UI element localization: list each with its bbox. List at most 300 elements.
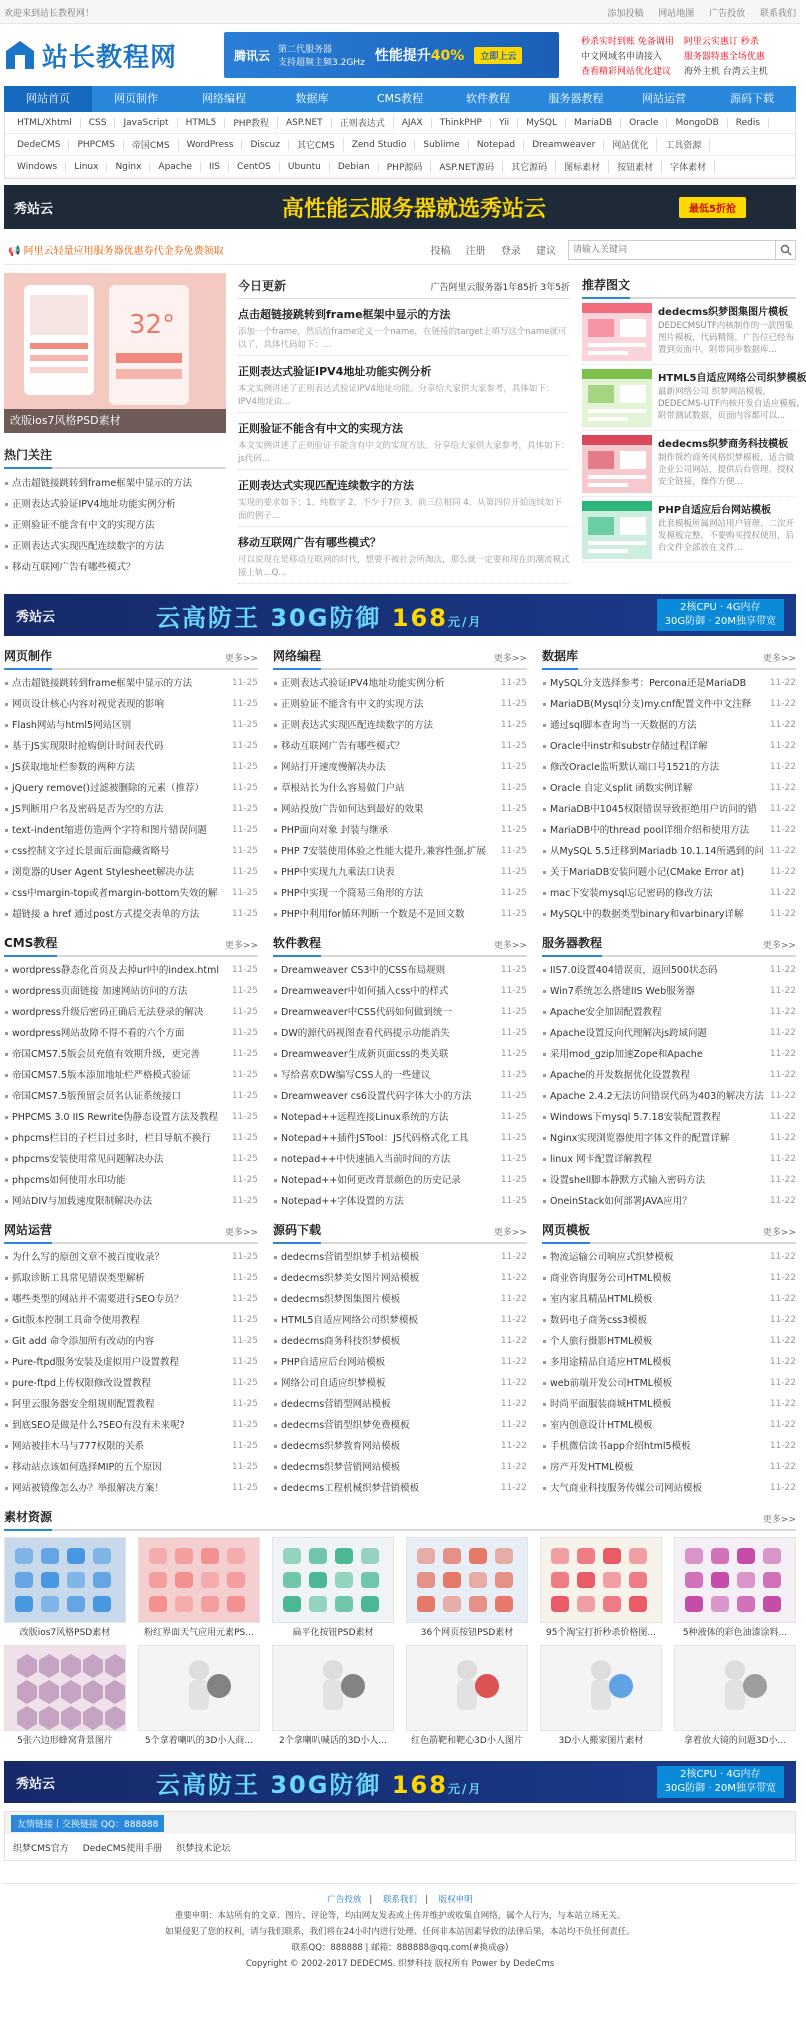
list-item-title[interactable]: Nginx实现浏览器使用字体文件的配置详解 [542,1128,729,1149]
list-item-title[interactable]: 房产开发HTML模板 [542,1457,633,1478]
pic-item[interactable] [406,1645,528,1751]
tag-link[interactable]: Apache [150,162,201,172]
list-item-title[interactable]: MariaDB(Mysql分支)my.cnf配置文件中文注释 [542,694,751,715]
tag-link[interactable]: CSS [81,118,116,128]
pic-caption[interactable]: 5种液体的彩色油漆涂料... [682,1628,788,1638]
list-item-title[interactable]: wordpress页面链接 加速网站访问的方法 [4,981,187,1002]
list-item[interactable] [4,673,258,694]
list-item-title[interactable]: dedecms织梦教育网站模板 [273,1436,400,1457]
list-item-title[interactable]: Dreamweaver中如何插入css中的样式 [273,981,448,1002]
list-item[interactable] [4,960,258,981]
list-item[interactable] [4,778,258,799]
tag-link[interactable]: CentOS [229,162,280,172]
list-item[interactable] [542,883,796,904]
list-item[interactable] [4,473,226,494]
list-item[interactable] [4,1373,258,1394]
list-item[interactable] [542,1373,796,1394]
list-item[interactable] [4,1170,258,1191]
xiuzhanyun-banner[interactable] [4,185,796,229]
pic-thumb[interactable] [272,1645,394,1731]
pic-caption[interactable]: 改版ios7风格PSD素材 [19,1628,111,1638]
news-title[interactable]: 正则验证不能含有中文的实现方法 [238,422,403,435]
list-item[interactable] [4,1310,258,1331]
list-item-title[interactable]: 关于MariaDB安装问题小记(CMake Error at) [542,862,744,883]
tag-link[interactable]: JavaScript [115,118,177,128]
pic-thumb[interactable] [540,1645,662,1731]
list-item[interactable] [542,694,796,715]
list-item[interactable] [273,1247,527,1268]
recommend-title[interactable]: PHP自适应后台网站模板 [658,505,772,516]
top-ad-link[interactable]: 海外主机 台湾云主机 [683,66,768,77]
list-item-title[interactable]: 设置shell脚本静默方式输入密码方法 [542,1170,705,1191]
nav-item-5[interactable]: 软件教程 [466,92,510,105]
top-ad-link[interactable]: 中文网域名申请接入 [581,51,663,62]
list-item-title[interactable]: Oracle中instr和substr存储过程详解 [542,736,708,757]
list-item-title[interactable]: 网页设计核心内容对视觉表现的影响 [4,694,164,715]
list-item-title[interactable]: dedecms织梦美女图片网站模板 [273,1268,419,1289]
list-item[interactable] [542,1478,796,1499]
news-title[interactable]: 移动互联网广告有哪些模式？ [238,536,381,549]
list-item[interactable] [542,1065,796,1086]
section-more-link[interactable]: 更多>> [493,1228,527,1238]
tag-link[interactable]: 工具资源 [657,138,710,151]
list-item[interactable] [4,1457,258,1478]
nav-item-8[interactable]: 源码下载 [730,92,774,105]
list-item-title[interactable]: 数码电子商务css3模板 [542,1310,647,1331]
tag-link[interactable]: ASP.NET源码 [431,160,503,173]
nav-item-0[interactable]: 网站首页 [4,86,92,112]
footer-link-copyright[interactable]: 版权申明 [438,1895,473,1905]
tag-link[interactable]: HTML/Xhtml [9,118,81,128]
list-item[interactable] [4,515,226,536]
list-item[interactable] [273,1478,527,1499]
list-item[interactable] [542,1023,796,1044]
list-item-title[interactable]: Dreamweaver cs6设置代码字体大小的方法 [273,1086,471,1107]
list-item-title[interactable]: dedecms营销型网站模板 [273,1394,391,1415]
tag-link[interactable]: 网站优化 [604,138,657,151]
list-item-title[interactable]: 移动互联网广告有哪些模式？ [273,736,405,757]
list-item[interactable] [4,1086,258,1107]
list-item[interactable] [542,960,796,981]
top-link-sitemap[interactable]: 网站地图 [658,8,695,19]
search-input[interactable] [568,240,776,260]
list-item-title[interactable]: 移动互联网广告有哪些模式？ [4,557,136,578]
friend-link[interactable]: DedeCMS使用手册 [82,1843,163,1854]
search-icon[interactable] [776,240,796,260]
list-item[interactable] [542,1352,796,1373]
news-title[interactable]: 点击超链接跳转到frame框架中显示的方法 [238,308,451,321]
friend-link[interactable]: 织梦CMS官方 [13,1843,69,1854]
list-item-title[interactable]: 网站DIV与加载速度限制解决办法 [4,1191,152,1212]
list-item-title[interactable]: Notepad++如何更改背景颜色的历史记录 [273,1170,461,1191]
list-item-title[interactable]: PHP中实现九九乘法口诀表 [273,862,395,883]
list-item-title[interactable]: Flash网站与html5网站区别 [4,715,131,736]
list-item[interactable] [4,1352,258,1373]
recommend-title[interactable]: dedecms织梦图集图片模板 [658,307,789,318]
list-item-title[interactable]: HTML5自适应网络公司织梦模板 [273,1310,418,1331]
list-item-title[interactable]: Pure-ftpd服务安装及虚拟用户设置教程 [4,1352,179,1373]
list-item-title[interactable]: dedecms织梦图集图片模板 [273,1289,400,1310]
list-item[interactable] [273,1415,527,1436]
list-item[interactable] [542,736,796,757]
list-item[interactable] [273,778,527,799]
top-ad-link[interactable]: 秒杀实时到账 免备调用 [581,36,674,47]
list-item[interactable] [542,904,796,925]
list-item[interactable] [542,1289,796,1310]
list-item[interactable] [4,1289,258,1310]
list-item[interactable] [542,715,796,736]
list-item[interactable] [542,778,796,799]
tag-link[interactable]: WordPress [179,140,243,150]
list-item-title[interactable]: 基于JS实现限时抢购倒计时间表代码 [4,736,163,757]
recommend-thumb[interactable] [582,435,652,493]
list-item[interactable] [273,715,527,736]
list-item[interactable] [4,799,258,820]
list-item[interactable] [273,736,527,757]
section-more-link[interactable]: 更多>> [224,941,258,951]
list-item-title[interactable]: 帝国CMS7.5版本添加地址栏严格模式验证 [4,1065,190,1086]
list-item[interactable] [273,1289,527,1310]
list-item-title[interactable]: 从MySQL 5.5迁移到Mariadb 10.1.14所遇到的问 [542,841,764,862]
list-item-title[interactable]: MariaDB中的thread pool详细介绍和使用方法 [542,820,749,841]
pic-thumb[interactable] [4,1645,126,1731]
list-item-title[interactable]: 为什么写的原创文章不被百度收录？ [4,1247,164,1268]
pic-thumb[interactable] [138,1645,260,1731]
list-item-title[interactable]: MariaDB中1045权限错误导致拒绝用户访问的错 [542,799,757,820]
list-item[interactable] [273,1170,527,1191]
list-item[interactable] [4,981,258,1002]
list-item[interactable] [4,862,258,883]
section-more-link[interactable]: 更多>> [762,1228,796,1238]
list-item-title[interactable]: MySQL分支选择参考：Percona还是MariaDB [542,673,746,694]
news-title[interactable]: 正则表达式验证IPV4地址功能实例分析 [238,365,432,378]
list-item[interactable] [542,1107,796,1128]
list-item[interactable] [273,1436,527,1457]
list-item[interactable] [273,757,527,778]
tag-link[interactable]: 帝国CMS [124,138,179,151]
tag-link[interactable]: 其它源码 [503,160,556,173]
tag-link[interactable]: Notepad [469,140,524,150]
tag-link[interactable]: ASP.NET [278,118,332,128]
list-item-title[interactable]: mac下安装mysql忘记密码的修改方法 [542,883,713,904]
list-item[interactable] [273,1065,527,1086]
list-item-title[interactable]: 移动站点该如何选择MIP的五个原因 [4,1457,162,1478]
list-item-title[interactable]: 写给喜欢DW编写CSS人的一些建议 [273,1065,430,1086]
pic-caption[interactable]: 5个拿着喇叭的3D小人商... [145,1736,253,1746]
today-ad-link[interactable]: 广告阿里云服务器1年85折 3年5折 [430,283,570,293]
list-item-title[interactable]: PHP中实现一个简易三角形的方法 [273,883,423,904]
list-item[interactable] [4,1149,258,1170]
pic-caption[interactable]: 红色箭靶和靶心3D小人图片 [411,1736,523,1746]
tencent-cloud-ad[interactable] [224,32,559,78]
list-item[interactable] [542,1247,796,1268]
list-item-title[interactable]: 通过sql脚本查询当一天数据的方法 [542,715,697,736]
gaofang-banner-bottom[interactable] [4,1761,796,1803]
pics-more-link[interactable]: 更多>> [762,1515,796,1525]
list-item[interactable] [273,694,527,715]
list-item[interactable] [273,1044,527,1065]
list-item[interactable] [4,1128,258,1149]
list-item[interactable] [273,1023,527,1044]
pic-caption[interactable]: 3D小人搬家图片素材 [558,1736,644,1746]
list-item-title[interactable]: web前端开发公司HTML模板 [542,1373,672,1394]
list-item-title[interactable]: 大气商业科技服务传媒公司网站模板 [542,1478,702,1499]
login-link[interactable]: 登录 [500,246,521,257]
tag-link[interactable]: Linux [66,162,107,172]
list-item-title[interactable]: 多用途精品自适应HTML模板 [542,1352,671,1373]
footer-link-ads[interactable]: 广告投放 [327,1895,362,1905]
list-item[interactable] [4,557,226,578]
list-item[interactable] [4,1065,258,1086]
list-item-title[interactable]: 正则表达式验证IPV4地址功能实例分析 [4,494,176,515]
top-link-submit[interactable]: 添加投稿 [607,8,644,19]
top-ad-link[interactable]: 查看精彩网站优化建议 [581,66,672,77]
list-item-title[interactable]: phpcms栏目的子栏目过多时，栏目导航不换行 [4,1128,211,1149]
nav-item-4[interactable]: CMS教程 [376,92,424,105]
pic-item[interactable] [406,1537,528,1643]
pic-thumb[interactable] [406,1537,528,1623]
list-item[interactable] [542,1170,796,1191]
list-item[interactable] [542,1310,796,1331]
register-link[interactable]: 注册 [465,246,486,257]
list-item-title[interactable]: wordpress网站故障不得不看的六个方面 [4,1023,184,1044]
tag-link[interactable]: 字体素材 [662,160,715,173]
pic-caption[interactable]: 拿着放大镜的问题3D小... [683,1736,787,1746]
pic-item[interactable] [674,1537,796,1643]
pic-caption[interactable]: 2个拿喇叭喊话的3D小人... [279,1736,387,1746]
list-item-title[interactable]: 帝国CMS7.5版预留会员名认证系统接口 [4,1086,181,1107]
nav-item-2[interactable]: 网络编程 [202,92,246,105]
list-item-title[interactable]: 室内创意设计HTML模板 [542,1415,652,1436]
list-item[interactable] [542,1191,796,1212]
list-item[interactable] [273,1107,527,1128]
pic-thumb[interactable] [674,1537,796,1623]
list-item[interactable] [273,1310,527,1331]
section-more-link[interactable]: 更多>> [493,654,527,664]
list-item-title[interactable]: 个人旅行摄影HTML模板 [542,1331,652,1352]
list-item[interactable] [4,715,258,736]
recommend-thumb[interactable] [582,369,652,427]
list-item[interactable] [4,736,258,757]
list-item-title[interactable]: jQuery remove()过滤被删除的元素（推荐） [4,778,204,799]
section-more-link[interactable]: 更多>> [224,654,258,664]
list-item-title[interactable]: Notepad++远程连接Linux系统的方法 [273,1107,448,1128]
recommend-thumb[interactable] [582,303,652,361]
list-item-title[interactable]: 正则验证不能含有中文的实现方法 [273,694,424,715]
banner-button[interactable]: 最低5折抢 [679,197,746,218]
list-item-title[interactable]: dedecms营销型织梦免费模板 [273,1415,410,1436]
recommend-item[interactable] [582,299,796,365]
pic-item[interactable] [138,1645,260,1751]
list-item-title[interactable]: Apache 2.4.2无法访问错误代码为403的解决方法 [542,1086,764,1107]
list-item[interactable] [4,494,226,515]
tag-link[interactable]: Discuz [242,140,289,150]
list-item-title[interactable]: 正则验证不能含有中文的实现方法 [4,515,155,536]
section-more-link[interactable]: 更多>> [762,941,796,951]
list-item[interactable] [273,1331,527,1352]
suggest-link[interactable]: 建议 [536,246,556,257]
list-item[interactable] [4,904,258,925]
tag-link[interactable]: PHP源码 [379,160,432,173]
friend-link[interactable]: 织梦技术论坛 [176,1843,231,1854]
section-more-link[interactable]: 更多>> [493,941,527,951]
list-item-title[interactable]: Git add 命令添加所有改动的内容 [4,1331,154,1352]
tag-link[interactable]: Windows [9,162,66,172]
recommend-thumb[interactable] [582,501,652,559]
list-item[interactable] [273,1352,527,1373]
list-item[interactable] [4,1247,258,1268]
list-item-title[interactable]: 网站被镜像怎么办？举报解决方案！ [4,1478,164,1499]
list-item[interactable] [4,820,258,841]
list-item[interactable] [273,1086,527,1107]
pic-item[interactable] [272,1537,394,1643]
tag-link[interactable]: Ubuntu [280,162,330,172]
list-item[interactable] [273,1128,527,1149]
ad-cta-button[interactable]: 立即上云 [474,47,522,64]
list-item-title[interactable]: wordpress静态化首页及去掉url中的index.html [4,960,219,981]
recommend-item[interactable] [582,365,806,431]
recommend-title[interactable]: HTML5自适应网络公司织梦模板 [658,373,806,384]
nav-item-1[interactable]: 网页制作 [114,92,158,105]
list-item[interactable] [4,1331,258,1352]
list-item[interactable] [273,904,527,925]
tag-link[interactable]: MongoDB [667,118,727,128]
list-item-title[interactable]: wordpress升级后密码正确后无法登录的解决 [4,1002,203,1023]
notice-text[interactable]: 📢 阿里云轻量应用服务器优惠券代金券免费领取 [8,246,224,257]
list-item-title[interactable]: dedecms织梦营销网站模板 [273,1457,400,1478]
pic-item[interactable] [674,1645,796,1751]
list-item[interactable] [4,1268,258,1289]
list-item-title[interactable]: 正则表达式验证IPV4地址功能实例分析 [273,673,445,694]
list-item-title[interactable]: PHPCMS 3.0 IIS Rewrite伪静态设置方法及教程 [4,1107,218,1128]
pic-caption[interactable]: 36个网页按钮PSD素材 [420,1628,514,1638]
list-item-title[interactable]: JS判断用户名及密码是否为空的方法 [4,799,163,820]
list-item-title[interactable]: dedecms工程机械织梦营销模板 [273,1478,419,1499]
pic-item[interactable] [4,1645,126,1751]
list-item-title[interactable]: 到底SEO是做是什么?SEO有没有未来呢? [4,1415,185,1436]
tag-link[interactable]: AJAX [394,118,432,128]
footer-link-contact[interactable]: 联系我们 [382,1895,417,1905]
nav-item-3[interactable]: 数据库 [295,92,329,105]
tag-link[interactable]: Nginx [107,162,150,172]
list-item-title[interactable]: 哪些类型的网站并不需要进行SEO专员？ [4,1289,184,1310]
tag-link[interactable]: MySQL [518,118,566,128]
list-item[interactable] [542,1436,796,1457]
nav-item-7[interactable]: 网站运营 [642,92,686,105]
list-item[interactable] [542,820,796,841]
pic-thumb[interactable] [138,1537,260,1623]
tag-link[interactable]: 其它CMS [289,138,344,151]
list-item[interactable] [542,1044,796,1065]
pic-caption[interactable]: 5张六边形蜂窝背景图片 [17,1736,113,1746]
list-item-title[interactable]: PHP面向对象 封装与继承 [273,820,388,841]
featured-slide[interactable] [4,273,226,433]
site-logo[interactable] [4,37,214,74]
list-item-title[interactable]: 帝国CMS7.5版会员充值有效期升级，更完善 [4,1044,200,1065]
list-item-title[interactable]: 采用mod_gzip加速Zope和Apache [542,1044,703,1065]
list-item[interactable] [542,757,796,778]
list-item-title[interactable]: PHP中利用for循环判断一个数是不是回文数 [273,904,465,925]
list-item-title[interactable]: 阿里云服务器安全组规则配置教程 [4,1394,155,1415]
tag-link[interactable]: Zend Studio [344,140,416,150]
list-item-title[interactable]: text-indent缩进仿造两个字符和图片错误问题 [4,820,207,841]
list-item-title[interactable]: phpcms安装使用常见问题解决办法 [4,1149,164,1170]
list-item[interactable] [4,1415,258,1436]
list-item-title[interactable]: phpcms如何使用水印功能 [4,1170,126,1191]
tag-link[interactable]: Redis [728,118,769,128]
list-item[interactable] [273,673,527,694]
recommend-item[interactable] [582,431,796,497]
tag-link[interactable]: IIS [201,162,229,172]
list-item-title[interactable]: 网站打开速度慢解决办法 [273,757,386,778]
submit-link[interactable]: 投稿 [430,246,451,257]
list-item[interactable] [273,820,527,841]
list-item[interactable] [542,1128,796,1149]
list-item-title[interactable]: OneinStack如何部署JAVA应用？ [542,1191,692,1212]
nav-item-6[interactable]: 服务器教程 [548,92,604,105]
list-item[interactable] [542,1268,796,1289]
list-item[interactable] [273,862,527,883]
list-item[interactable] [273,799,527,820]
list-item-title[interactable]: 点击超链接跳转到frame框架中显示的方法 [4,673,192,694]
list-item[interactable] [4,694,258,715]
tag-link[interactable]: Oracle [621,118,667,128]
list-item[interactable] [4,1478,258,1499]
list-item-title[interactable]: 抓取诊断工具常见错误类型解析 [4,1268,145,1289]
list-item[interactable] [273,1394,527,1415]
list-item-title[interactable]: notepad++中快速插入当前时间的方法 [273,1149,450,1170]
list-item[interactable] [542,799,796,820]
gaofang-banner[interactable] [4,594,796,636]
list-item[interactable] [273,960,527,981]
list-item-title[interactable]: Git版本控制工具命令使用教程 [4,1310,140,1331]
news-title[interactable]: 正则表达式实现匹配连续数字的方法 [238,479,414,492]
tag-link[interactable]: Dreamweaver [524,140,604,150]
list-item[interactable] [4,1394,258,1415]
list-item[interactable] [542,981,796,1002]
recommend-title[interactable]: dedecms织梦商务科技模板 [658,439,789,450]
list-item-title[interactable]: MySQL中的数据类型binary和varbinary详解 [542,904,744,925]
pic-item[interactable] [540,1645,662,1751]
list-item-title[interactable]: 草根站长为什么容易做门户站 [273,778,405,799]
pic-thumb[interactable] [272,1537,394,1623]
pic-caption[interactable]: 95个淘宝打折秒杀价格图... [545,1628,657,1638]
list-item[interactable] [273,1002,527,1023]
list-item[interactable] [273,1457,527,1478]
pic-thumb[interactable] [674,1645,796,1731]
list-item-title[interactable]: pure-ftpd上传权限修改设置教程 [4,1373,151,1394]
pic-thumb[interactable] [4,1537,126,1623]
tag-link[interactable]: DedeCMS [9,140,69,150]
list-item[interactable] [542,1002,796,1023]
top-link-ads[interactable]: 广告投放 [709,8,746,19]
list-item[interactable] [542,1086,796,1107]
list-item[interactable] [273,1149,527,1170]
list-item-title[interactable]: Windows下mysql 5.7.18安装配置教程 [542,1107,721,1128]
list-item-title[interactable]: DW的源代码视图查看代码提示功能消失 [273,1023,450,1044]
list-item[interactable] [542,1331,796,1352]
list-item-title[interactable]: JS获取地址栏参数的两种方法 [4,757,135,778]
list-item-title[interactable]: PHP 7安装使用体验之性能大提升,兼容性强,扩展 [273,841,486,862]
list-item-title[interactable]: Apache的开发数据优化设置教程 [542,1065,690,1086]
list-item-title[interactable]: Dreamweaver生成新页面css的类关联 [273,1044,448,1065]
list-item-title[interactable]: 浏览器的User Agent Stylesheet解决办法 [4,862,194,883]
list-item[interactable] [542,1457,796,1478]
list-item[interactable] [4,1436,258,1457]
list-item-title[interactable]: PHP自适应后台网站模板 [273,1352,385,1373]
list-item[interactable] [273,841,527,862]
tag-link[interactable]: ThinkPHP [432,118,491,128]
